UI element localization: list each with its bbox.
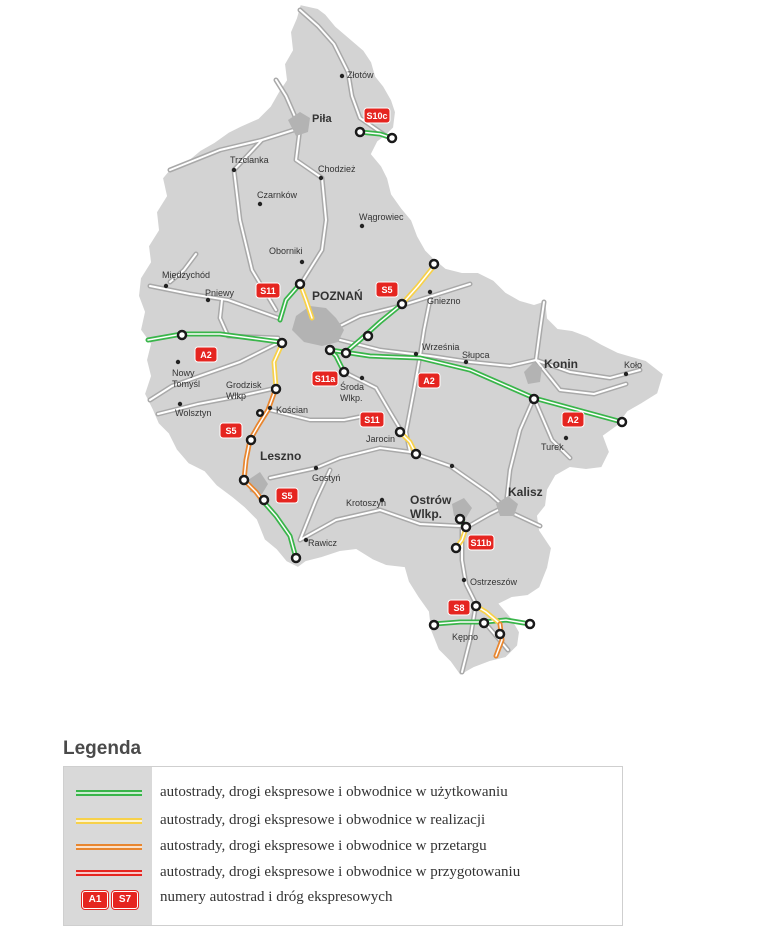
svg-text:S11: S11 [260, 286, 276, 296]
svg-text:A2: A2 [200, 350, 212, 360]
badge-s11-north [256, 283, 280, 298]
badge-a2-west [195, 347, 217, 362]
label-ostrow-2: Wlkp. [410, 507, 442, 521]
label-oborniki: Oborniki [269, 246, 303, 256]
label-wolsztyn: Wolsztyn [175, 408, 212, 418]
svg-text:S11b: S11b [470, 538, 492, 548]
label-jarocin: Jarocin [366, 434, 396, 444]
svg-text:S10c: S10c [366, 111, 388, 121]
badge-s10c [364, 108, 390, 123]
label-ostrow-1: Ostrów [410, 493, 452, 507]
legend-title: Legenda [63, 738, 142, 759]
legend-row-in-preparation [64, 861, 624, 885]
label-slupca: Słupca [462, 350, 490, 360]
label-czarnkow: Czarnków [257, 190, 298, 200]
badge-a2-center [418, 373, 440, 388]
legend-badge-s7: S7 [112, 891, 138, 909]
label-konin: Konin [544, 357, 578, 371]
label-wagrowiec: Wągrowiec [359, 212, 404, 222]
label-trzcianka: Trzcianka [230, 155, 269, 165]
badge-s11a [312, 371, 338, 386]
svg-text:S5: S5 [225, 426, 237, 436]
label-poznan: POZNAŃ [312, 289, 363, 303]
label-sroda-2: Wlkp. [340, 393, 363, 403]
label-chodziez: Chodzież [318, 164, 356, 174]
legend-line-in-use [76, 785, 142, 801]
badge-s5-south [276, 488, 298, 503]
badge-s5-mid [220, 423, 242, 438]
label-kolo: Koło [624, 360, 643, 370]
label-turek: Turek [541, 442, 564, 452]
label-rawicz: Rawicz [308, 538, 338, 548]
label-krotoszyn: Krotoszyn [346, 498, 387, 508]
legend-label-numbers: numery autostrad i dróg ekspresowych [160, 889, 393, 905]
legend-label-in-realization: autostrady, drogi ekspresowe i obwodnice w realizacji [160, 812, 486, 828]
legend-row-in-tender [64, 835, 624, 859]
legend-label-in-preparation: autostrady, drogi ekspresowe i obwodnice w przygotowaniu [160, 864, 521, 880]
badge-s11-south [360, 412, 384, 427]
badge-s11b [468, 535, 494, 550]
svg-text:A2: A2 [423, 376, 435, 386]
legend-box [63, 766, 623, 926]
region-shape [138, 4, 664, 676]
legend-label-in-tender: autostrady, drogi ekspresowe i obwodnice w przetargu [160, 838, 487, 854]
svg-text:A2: A2 [567, 415, 579, 425]
label-grodzisk-1: Grodzisk [226, 380, 262, 390]
legend-label-in-use: autostrady, drogi ekspresowe i obwodnice w użytkowaniu [160, 784, 508, 800]
label-wrzesnia: Września [422, 342, 460, 352]
label-gostyn: Gostyń [312, 473, 341, 483]
legend-badge-a1: A1 [82, 891, 108, 909]
badge-s5-north [376, 282, 398, 297]
svg-text:S5: S5 [281, 491, 293, 501]
label-sroda-1: Środa [340, 382, 365, 392]
svg-text:S11a: S11a [314, 374, 336, 384]
legend-line-in-preparation [76, 865, 142, 881]
svg-text:S5: S5 [381, 285, 393, 295]
label-gniezno: Gniezno [427, 296, 461, 306]
label-pila: Piła [312, 113, 332, 125]
label-koscian: Kościan [276, 405, 309, 415]
svg-text:S8: S8 [453, 603, 465, 613]
legend-row-in-realization [64, 809, 624, 833]
label-nowy-tomysl-1: Nowy [172, 368, 195, 378]
legend-line-in-realization [76, 813, 142, 829]
label-miedzychod: Międzychód [162, 270, 211, 280]
svg-text:S11: S11 [364, 415, 380, 425]
legend-row-numbers [64, 889, 624, 913]
badge-s8 [448, 600, 470, 615]
label-ostrzeszow: Ostrzeszów [470, 577, 518, 587]
label-leszno: Leszno [260, 449, 302, 463]
label-nowy-tomysl-2: Tomyśl [172, 379, 201, 389]
label-pniewy: Pniewy [205, 288, 235, 298]
label-kalisz: Kalisz [508, 485, 543, 499]
legend-row-in-use [64, 781, 624, 805]
label-grodzisk-2: Wlkp [226, 391, 246, 401]
label-zlotow: Złotów [347, 70, 374, 80]
legend-line-in-tender [76, 839, 142, 855]
badge-a2-east [562, 412, 584, 427]
label-kepno: Kępno [452, 632, 479, 642]
